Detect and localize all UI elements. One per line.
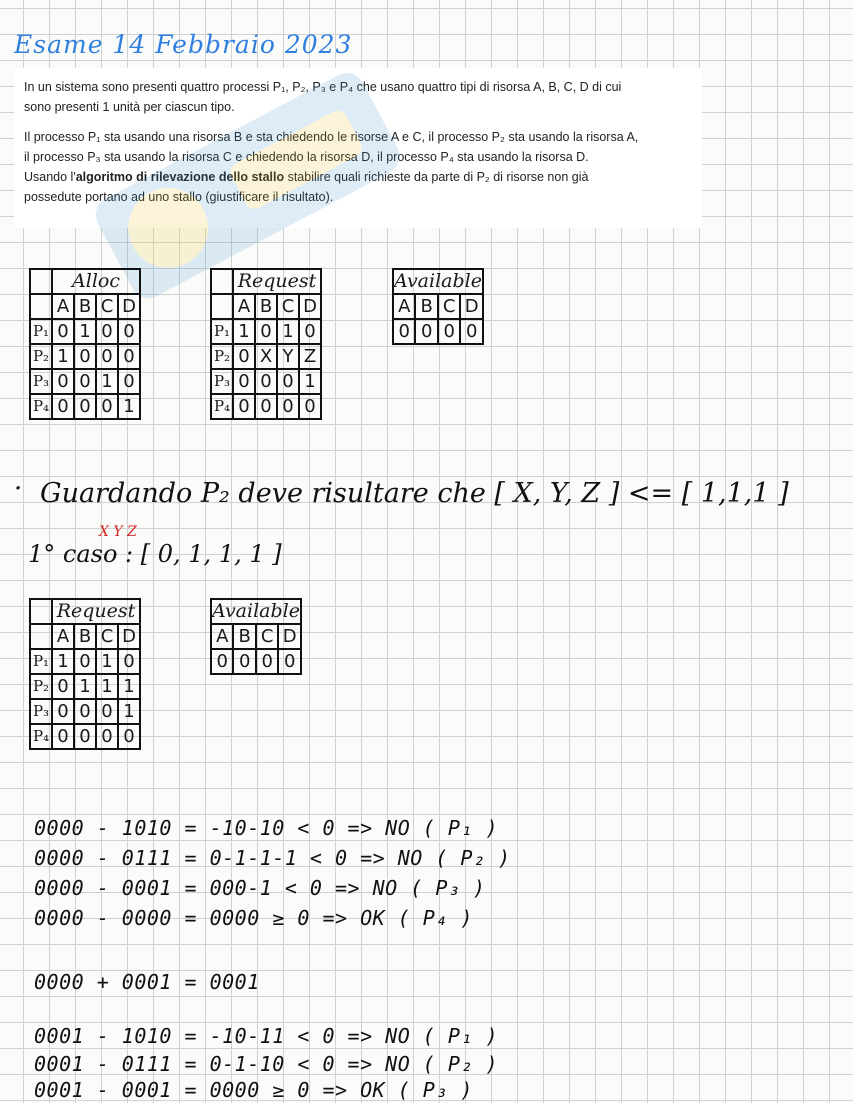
cell: 0	[52, 699, 74, 724]
cell: 0	[278, 649, 301, 674]
row-label: P₄	[30, 394, 52, 419]
row-label: P₃	[30, 699, 52, 724]
column-header: D	[118, 624, 140, 649]
column-header: A	[233, 294, 255, 319]
cell: 1	[118, 394, 140, 419]
case-label: 1° caso : [ 0, 1, 1, 1 ]	[28, 540, 282, 568]
row-label: P₃	[30, 369, 52, 394]
corner-cell	[30, 624, 52, 649]
cell: 0	[277, 369, 299, 394]
cell: 0	[256, 649, 278, 674]
column-header: A	[211, 624, 233, 649]
cell: 0	[255, 369, 277, 394]
cell: 0	[118, 344, 140, 369]
cell: 1	[52, 344, 74, 369]
column-header: D	[278, 624, 301, 649]
column-header: A	[52, 294, 74, 319]
xyz-annotation: X Y Z	[99, 524, 137, 540]
cell: 0	[233, 649, 255, 674]
column-header: C	[277, 294, 299, 319]
problem-paragraph-1	[24, 77, 692, 117]
cell: 0	[74, 649, 96, 674]
available-table	[392, 268, 484, 345]
row-label: P₁	[30, 649, 52, 674]
cell: Y	[277, 344, 299, 369]
row-label: P₂	[211, 344, 233, 369]
corner-cell	[30, 269, 52, 294]
problem-statement	[14, 68, 702, 228]
cell: 0	[96, 319, 118, 344]
table-title: Request	[233, 269, 321, 294]
cell: 0	[277, 394, 299, 419]
problem-line: In un sistema sono presenti quattro processi P₁, P₂, P₃ e P₄ che usano quattro tipi di risorsa A, B, C, D di cui	[24, 80, 622, 94]
table-title: Alloc	[52, 269, 140, 294]
problem-line: il processo P₃ sta usando la risorsa C e chiedendo la risorsa D, il processo P₄ sta usando la risorsa D.	[24, 150, 589, 164]
table-title: Available	[394, 270, 482, 292]
cell: Z	[299, 344, 321, 369]
cell: 1	[96, 674, 118, 699]
cell: 0	[74, 344, 96, 369]
cell: 0	[52, 369, 74, 394]
cell: 0	[52, 319, 74, 344]
table-title: Request	[52, 599, 140, 624]
column-header: A	[52, 624, 74, 649]
calc-line: 0000 - 0000 = 0000 ≥ 0 => OK ( P₄ )	[34, 906, 473, 930]
calc-line: 0000 - 1010 = -10-10 < 0 => NO ( P₁ )	[34, 816, 499, 840]
column-header: B	[255, 294, 277, 319]
cell: 0	[211, 649, 233, 674]
request-table	[210, 268, 322, 420]
cell: 1	[52, 649, 74, 674]
column-header: D	[460, 294, 483, 319]
cell: 1	[74, 674, 96, 699]
problem-line	[24, 167, 692, 187]
cell: 0	[96, 699, 118, 724]
column-header: C	[96, 624, 118, 649]
row-label: P₄	[211, 394, 233, 419]
cell: 0	[233, 394, 255, 419]
cell: 0	[96, 724, 118, 749]
column-header: D	[118, 294, 140, 319]
cell: 0	[233, 344, 255, 369]
corner-cell	[211, 294, 233, 319]
text-fragment: stabilire quali richieste da parte di P₂ di risorse non già	[284, 170, 589, 184]
row-label: P₂	[30, 674, 52, 699]
cell: 0	[460, 319, 483, 344]
cell: 0	[96, 394, 118, 419]
cell: 1	[118, 674, 140, 699]
cell: 0	[52, 674, 74, 699]
column-header: D	[299, 294, 321, 319]
calc-line: 0001 - 0001 = 0000 ≥ 0 => OK ( P₃ )	[34, 1078, 473, 1102]
cell: 0	[74, 394, 96, 419]
text-fragment: Usando l'	[24, 170, 76, 184]
column-header: B	[233, 624, 255, 649]
cell: 0	[415, 319, 437, 344]
column-header: C	[438, 294, 460, 319]
column-header: B	[74, 624, 96, 649]
corner-cell	[30, 599, 52, 624]
exam-title: Esame 14 Febbraio 2023	[14, 30, 353, 59]
problem-line: Il processo P₁ sta usando una risorsa B e sta chiedendo le risorse A e C, il processo P₂ sta usando la risorsa A,	[24, 130, 639, 144]
column-header: C	[96, 294, 118, 319]
cell: 0	[74, 369, 96, 394]
cell: 0	[438, 319, 460, 344]
highlight-term: algoritmo di rilevazione dello stallo	[75, 170, 285, 184]
row-label: P₁	[211, 319, 233, 344]
corner-cell	[30, 294, 52, 319]
cell: 0	[118, 724, 140, 749]
cell: 0	[52, 724, 74, 749]
cell: X	[255, 344, 277, 369]
row-label: P₂	[30, 344, 52, 369]
column-header: B	[415, 294, 437, 319]
problem-line: sono presenti 1 unità per ciascun tipo.	[24, 100, 235, 114]
calc-line: 0001 - 0111 = 0-1-10 < 0 => NO ( P₂ )	[34, 1052, 499, 1076]
cell: 1	[299, 369, 321, 394]
calc-line: 0000 - 0001 = 000-1 < 0 => NO ( P₃ )	[34, 876, 486, 900]
cell: 1	[233, 319, 255, 344]
column-header: C	[256, 624, 278, 649]
cell: 0	[393, 319, 415, 344]
cell: 1	[96, 369, 118, 394]
cell: 0	[233, 369, 255, 394]
cell: 1	[96, 649, 118, 674]
cell: 0	[74, 699, 96, 724]
cell: 0	[299, 319, 321, 344]
cell: 1	[74, 319, 96, 344]
cell: 0	[74, 724, 96, 749]
cell: 0	[255, 394, 277, 419]
calc-line: 0000 - 0111 = 0-1-1-1 < 0 => NO ( P₂ )	[34, 846, 511, 870]
table-title: Available	[212, 600, 300, 622]
row-label: P₃	[211, 369, 233, 394]
calc-line: 0001 - 1010 = -10-11 < 0 => NO ( P₁ )	[34, 1024, 499, 1048]
available-table-case1	[210, 598, 302, 675]
column-header: B	[74, 294, 96, 319]
request-table-case1	[29, 598, 141, 750]
condition-note: Guardando P₂ deve risultare che [ X, Y, Z ] <= [ 1,1,1 ]	[40, 478, 789, 509]
cell: 0	[96, 344, 118, 369]
cell: 0	[299, 394, 321, 419]
cell: 0	[52, 394, 74, 419]
bullet-point: ·	[14, 474, 23, 504]
cell: 0	[255, 319, 277, 344]
alloc-table	[29, 268, 141, 420]
calc-line: 0000 + 0001 = 0001	[34, 970, 260, 994]
corner-cell	[211, 269, 233, 294]
problem-line: possedute portano ad uno stallo (giustificare il risultato).	[24, 190, 334, 204]
cell: 0	[118, 369, 140, 394]
problem-paragraph-2	[24, 127, 692, 207]
cell: 1	[277, 319, 299, 344]
row-label: P₁	[30, 319, 52, 344]
cell: 0	[118, 649, 140, 674]
column-header: A	[393, 294, 415, 319]
cell: 1	[118, 699, 140, 724]
cell: 0	[118, 319, 140, 344]
row-label: P₄	[30, 724, 52, 749]
